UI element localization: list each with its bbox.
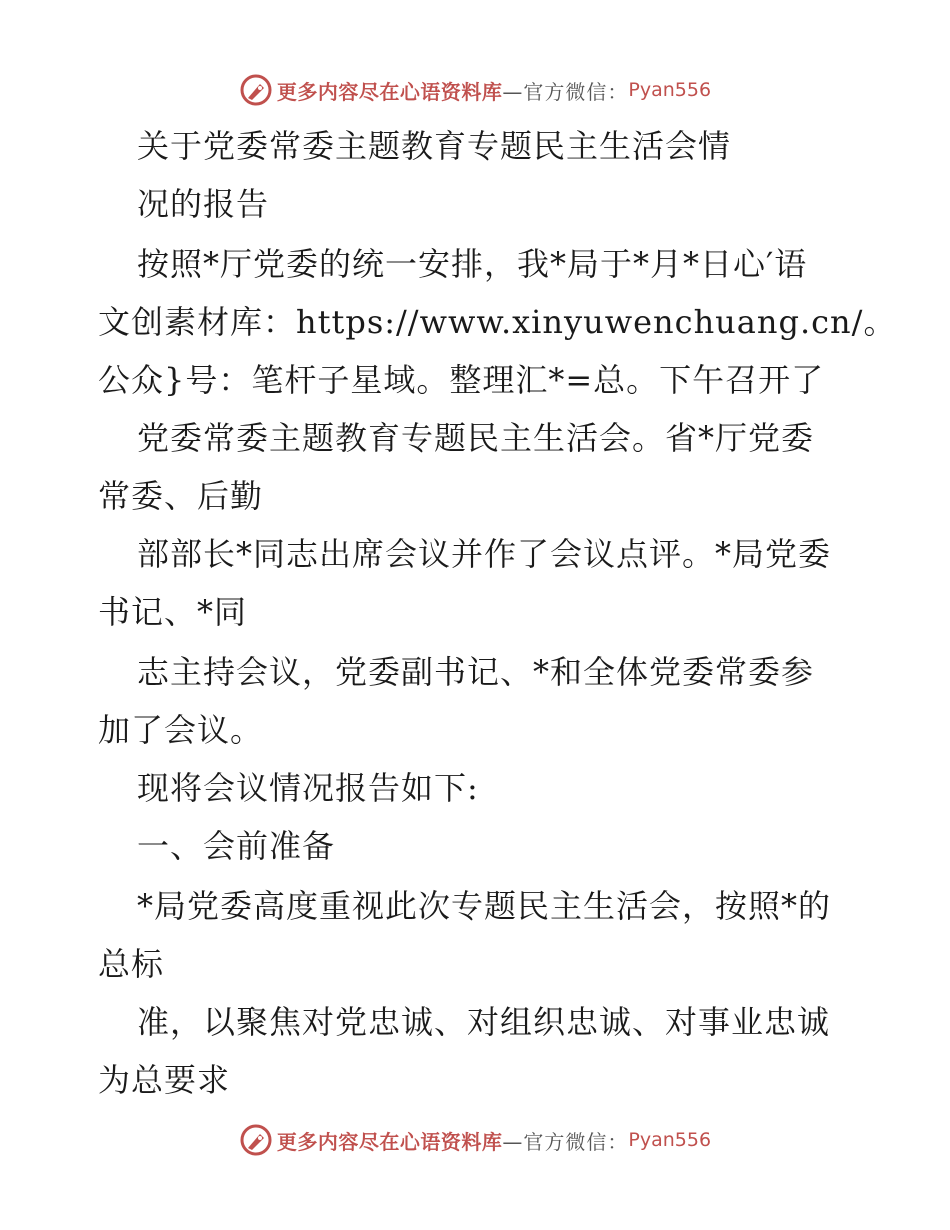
paragraph-line: 志主持会议，党委副书记、*和全体党委常委参: [137, 653, 815, 691]
paragraph-line: 按照*厅党委的统一安排，我*局于*月*日心′语: [137, 245, 808, 283]
watermark-main-text: 更多内容尽在心语资料库: [276, 79, 503, 104]
paragraph-line: 准，以聚焦对党忠诚、对组织忠诚、对事业忠诚: [137, 1003, 831, 1041]
watermark-wechat-label: —官方微信：: [502, 1129, 629, 1154]
paragraph-line: *局党委高度重视此次专题民主生活会，按照*的: [137, 887, 832, 925]
section-heading: 一、会前准备: [137, 827, 336, 865]
pen-nib-icon: [239, 1123, 273, 1157]
paragraph-line: 公众}号：笔杆子星域。整理汇*=总。下午召开了: [98, 361, 825, 399]
watermark-footer: [0, 1120, 950, 1160]
watermark-wechat-id: Pyan556: [628, 1129, 712, 1151]
watermark-wechat-label: —官方微信：: [502, 79, 629, 104]
paragraph-line: 常委、后勤: [98, 477, 264, 515]
paragraph-line: 总标: [98, 945, 165, 983]
paragraph-line: 党委常委主题教育专题民主生活会。省*厅党委: [137, 419, 815, 457]
watermark-header: [0, 70, 950, 110]
paragraph-line: 文创素材库：https://www.xinyuwenchuang.cn/。: [98, 303, 897, 341]
paragraph-line: 加了会议。: [98, 711, 264, 749]
paragraph-line: 部部长*同志出席会议并作了会议点评。*局党委: [137, 535, 832, 573]
paragraph-line: 为总要求: [98, 1061, 231, 1099]
watermark-main-text: 更多内容尽在心语资料库: [276, 1129, 503, 1154]
document-title-line-1: 关于党委常委主题教育专题民主生活会情: [137, 127, 732, 165]
paragraph-line: 现将会议情况报告如下:: [137, 769, 479, 807]
document-title-line-2: 况的报告: [137, 185, 270, 223]
paragraph-line: 书记、*同: [98, 593, 248, 631]
watermark-wechat-id: Pyan556: [628, 79, 712, 101]
pen-nib-icon: [239, 73, 273, 107]
